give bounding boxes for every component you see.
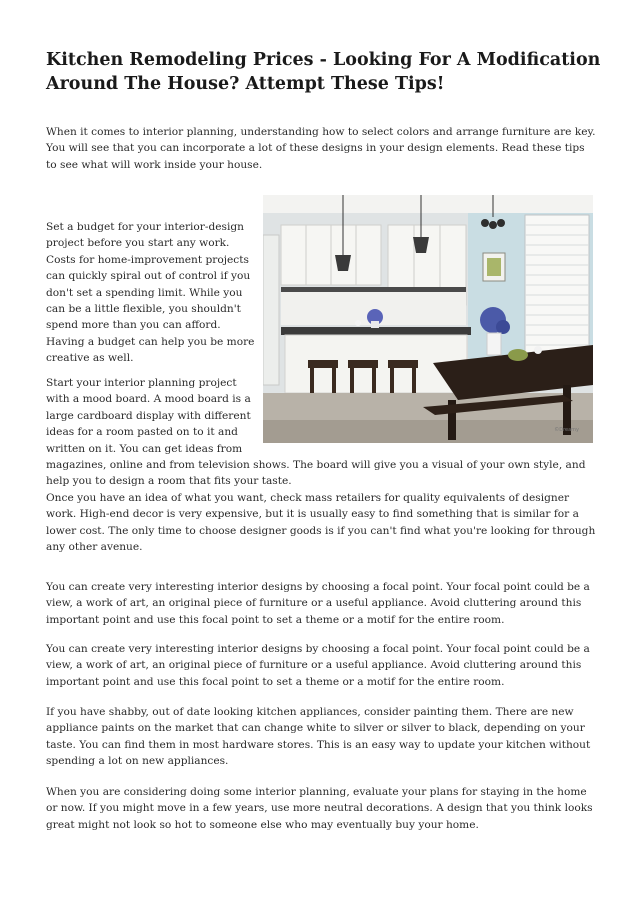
budget-line: project before you start any work. xyxy=(46,237,230,250)
mood-line: written on it. You can get ideas from xyxy=(46,442,243,455)
mood-board-continuation: magazines, online and from television shows. The board will give you a visual of your own style, and help you to design a room that fits your taste. xyxy=(46,459,586,488)
mood-line: large cardboard display with different xyxy=(46,409,251,422)
mood-line: with a mood board. A mood board is a xyxy=(46,393,251,406)
page-title: Kitchen Remodeling Prices - Looking For A Modification Around The House? Attempt These Tips! xyxy=(46,50,601,94)
focal-point-paragraph: You can create very interesting interior designs by choosing a focal point. Your focal point could be a view, a work of art, an original piece of furniture or a useful appliance. Avoid cluttering around this important point and use this focal point to set a theme or a motif for the entire room. xyxy=(46,581,590,626)
budget-line: can be a little flexible, you shouldn't xyxy=(46,303,241,316)
budget-line: spend more than you can afford. xyxy=(46,319,221,332)
budget-line: Set a budget for your interior-design xyxy=(46,221,244,233)
budget-line: Having a budget can help you be more xyxy=(46,335,255,348)
mood-line: ideas for a room pasted on to it and xyxy=(46,426,238,439)
budget-line: creative as well. xyxy=(46,352,134,365)
budget-paragraph xyxy=(46,219,256,367)
retailers-paragraph: Once you have an idea of what you want, check mass retailers for quality equivalents of designer work. High-end decor is very expensive, but it is usually easy to find something that is similar for a lower cost. The only time to choose designer goods is if you can't find what you're looking for through any other avenue. xyxy=(46,492,596,554)
budget-line: don't set a spending limit. While you xyxy=(46,286,243,299)
intro-paragraph: When it comes to interior planning, understanding how to select colors and arrange furniture are key. You will see that you can incorporate a lot of these designs in your design elements. Read these tips to see what will work inside your house. xyxy=(46,126,596,171)
mood-board-paragraph xyxy=(46,375,256,457)
mood-line: Start your interior planning project xyxy=(46,377,237,389)
image-credit: ©Dreamy xyxy=(554,427,579,433)
appliance-paint-paragraph: If you have shabby, out of date looking kitchen appliances, consider painting them. There are new appliance paints on the market that can change white to silver or silver to black, depending on your taste. You can find them in most hardware stores. This is an easy way to update your kitchen without spending a lot on new appliances. xyxy=(46,706,591,768)
resale-paragraph: When you are considering doing some interior planning, evaluate your plans for staying in the home or now. If you might move in a few years, use more neutral decorations. A design that you think looks great might not look so hot to someone else who may eventually buy your home. xyxy=(46,786,593,831)
budget-line: can quickly spiral out of control if you xyxy=(46,270,251,283)
kitchen-photo xyxy=(263,195,593,443)
focal-point-paragraph-repeat: You can create very interesting interior designs by choosing a focal point. Your focal point could be a view, a work of art, an original piece of furniture or a useful appliance. Avoid cluttering around this important point and use this focal point to set a theme or a motif for the entire room. xyxy=(46,643,590,688)
budget-line: Costs for home-improvement projects xyxy=(46,253,249,266)
